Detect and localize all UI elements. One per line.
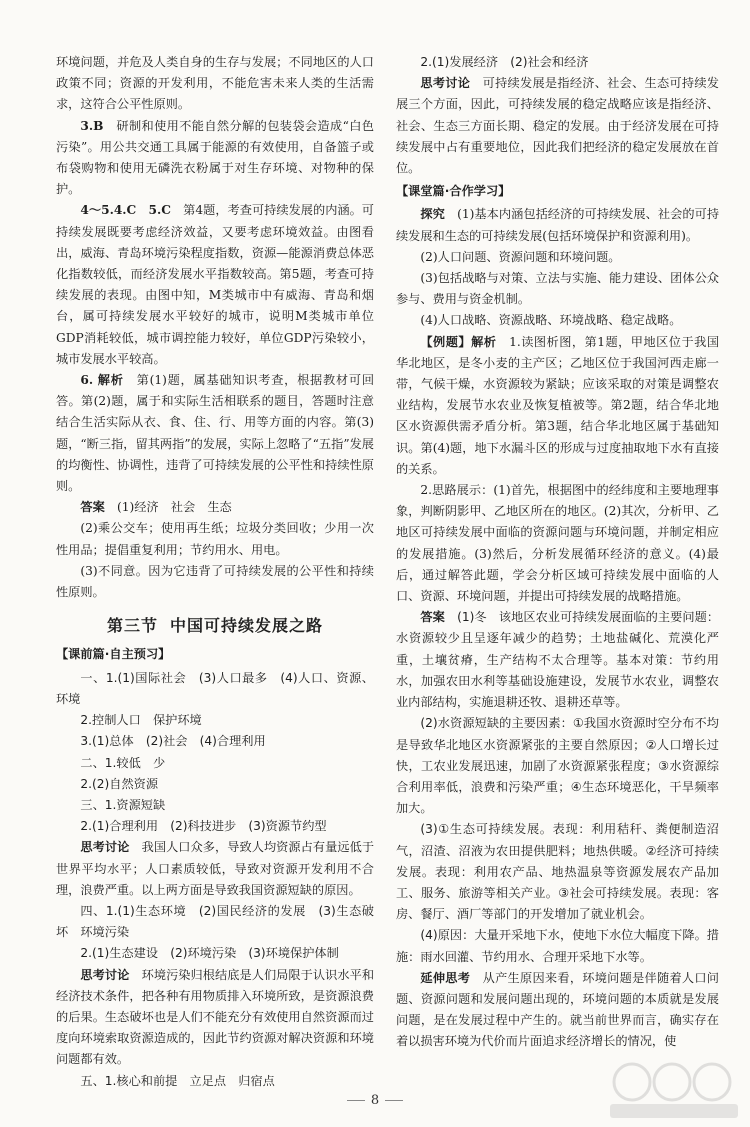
think-discuss: 思考讨论 可持续发展是指经济、社会、生态可持续发展三个方面，因此，可持续发展的稳定战略应该是指经济、社会、生态三方面长期、稳定的发展。由于经济发展在可持续发展中占有重要地位，因此我们把经济的稳定发展放在首位。 bbox=[396, 76, 719, 176]
watermark-logo-icon bbox=[604, 1060, 744, 1122]
answer-label: 答案 bbox=[80, 500, 105, 515]
item: 2.控制人口 保护环境 bbox=[80, 713, 202, 728]
example-label: 【例题】 bbox=[420, 334, 472, 349]
think-discuss: 思考讨论 环境污染归根结底是人们局限于认识水平和经济技术条件，把各种有用物质排入环境所致，是资源浪费的后果。生态破坏也是人们不能充分有效使用自然资源而过度向环境索取资源造成的，因此节约资源对解决资源和环境问题都有效。 bbox=[56, 967, 375, 1067]
item: 2.(1)发展经济 (2)社会和经济 bbox=[420, 55, 589, 69]
explore-item: (3)包括战略与对策、立法与实施、能力建设、团体公众参与、费用与资金机制。 bbox=[396, 271, 719, 307]
answer-line: (2)水资源短缺的主要因素：①我国水资源时空分布不均是导致华北地区水资源紧张的主要自然原因；②人口增长过快，工农业发展迅速，加剧了水资源紧张程度；③水资源综合利用率低，浪费和污染严重；④生态环境恶化，干旱频率加大。 bbox=[396, 716, 719, 816]
item: 五、1.核心和前提 立足点 归宿点 bbox=[80, 1073, 275, 1088]
pre-class-heading: 【课前篇·自主预习】 bbox=[56, 647, 171, 662]
extend-think: 延伸思考 从产生原因来看，环境问题是伴随着人口问题、资源问题和发展问题出现的，环境问题的本质就是发展问题，是在发展过程中产生的。就当前世界而言，确实存在着以损害环境为代价而片面追求经济增长的情况，使 bbox=[396, 970, 719, 1049]
explore-item: (2)人口问题、资源问题和环境问题。 bbox=[420, 249, 621, 264]
think-discuss: 思考讨论 我国人口众多，导致人均资源占有量远低于世界平均水平；人口素质较低，导致对资源开发利用不合理，浪费严重。以上两方面是导致我国资源短缺的原因。 bbox=[56, 840, 375, 897]
answer-line: (3)①生态可持续发展。表现：利用秸秆、粪便制造沼气，沼渣、沼液为农田提供肥料；地热供暖。②经济可持续发展。表现：利用农产品、地热温泉等资源发展农产品加工、服务、旅游等相关产业。③社会可持续发展。表现：客房、餐厅、酒厂等部门的开发增加了就业机会。 bbox=[396, 822, 719, 922]
answer-line: 答案 (1)冬 该地区农业可持续发展面临的主要问题：水资源较少且呈逐年减少的趋势；土地盐碱化、荒漠化严重，土壤贫瘠，生产结构不太合理等。基本对策：节约用水，加强农田水利等基础设施建设，发展节水农业，调整农业内部结构，实施退耕还牧、退耕还草等。 bbox=[396, 610, 720, 710]
answer-line: (4)原因：大量开采地下水，使地下水位大幅度下降。措施：雨水回灌、节约用水、合理开采地下水等。 bbox=[396, 928, 719, 964]
answer-line: (3)不同意。因为它违背了可持续发展的公平性和持续性原则。 bbox=[56, 563, 374, 600]
explore-label: 探究 bbox=[420, 207, 445, 222]
answer-line: 答案 (1)经济 社会 生态 bbox=[80, 500, 232, 515]
example: 【例题】解析 1.读图析图，第1题，甲地区位于我国华北地区，是冬小麦的主产区；乙地区位于我国河西走廊一带，气候干燥，水资源较为紧缺；应该采取的对策是调整农业结构，发展节水农业及恢复植被等。第2题，结合华北地区水资源供需矛盾分析。第3题，结合华北地区属于基础知识。第(4)题，地下水漏斗区的形成与过度抽取地下水有直接的关系。 bbox=[396, 334, 720, 476]
extend-label: 延伸思考 bbox=[420, 970, 471, 985]
item: 3.(1)总体 (2)社会 (4)合理利用 bbox=[80, 734, 266, 749]
question-6 bbox=[56, 370, 374, 497]
in-class-heading: 【课堂篇·合作学习】 bbox=[396, 184, 511, 199]
question-number: 4～5.4.C 5.C bbox=[80, 203, 171, 218]
paragraph: 环境问题，并危及人类自身的生存与发展；不同地区的人口政策不同；资源的开发利用，不能危害未来人类的生活需求，这符合公平性原则。 bbox=[56, 55, 374, 112]
left-column bbox=[56, 52, 374, 1092]
question-4-5 bbox=[56, 200, 374, 370]
question-3 bbox=[56, 116, 374, 201]
question-number: 6. bbox=[80, 373, 94, 388]
question-number: 3.B bbox=[80, 118, 104, 133]
question-text: 研制和使用不能自然分解的包装袋会造成“白色污染”。用公共交通工具属于能源的有效使用，自备篮子或布袋购物和使用无磷洗衣粉属于对生存环境、对物种的保护。 bbox=[56, 118, 374, 197]
page-number: 8 bbox=[0, 1090, 750, 1111]
answer-line: (2)乘公交车；使用再生纸；垃圾分类回收；少用一次性用品；提倡重复利用；节约用水、用电。 bbox=[56, 521, 374, 557]
section-title: 第三节 中国可持续发展之路 bbox=[106, 616, 324, 636]
item: 二、1.较低 少 bbox=[80, 755, 166, 770]
analysis-label: 解析 bbox=[471, 334, 497, 349]
item: 一、1.(1)国际社会 (3)人口最多 (4)人口、资源、环境 bbox=[56, 670, 374, 706]
answer-label: 答案 bbox=[420, 610, 445, 625]
explore: 探究 (1)基本内涵包括经济的可持续发展、社会的可持续发展和生态的可持续发展(包括环境保护和资源利用)。 bbox=[396, 207, 720, 243]
item: 三、1.资源短缺 bbox=[80, 797, 166, 812]
question-text: 第(1)题，属基础知识考查，根据教材可回答。第(2)题，属于和实际生活相联系的题目，答题时注意结合生活实际从衣、食、住、行、用等方面的内容。第(3)题，“断三指，留其两指”的发展，实际上忽略了“五指”发展的均衡性、协调性，违背了可持续发展的公平性和持续性原则。 bbox=[56, 373, 375, 494]
analysis-label: 解析 bbox=[97, 373, 124, 388]
think-label: 思考讨论 bbox=[420, 76, 471, 91]
think-label: 思考讨论 bbox=[80, 840, 130, 855]
right-column bbox=[396, 52, 719, 1053]
item: 2.(1)合理利用 (2)科技进步 (3)资源节约型 bbox=[80, 819, 327, 834]
example-item: 2.思路展示：(1)首先，根据图中的经纬度和主要地理事象，判断阴影甲、乙地区所在的地区。(2)其次，分析甲、乙地区可持续发展中面临的资源问题与环境问题，并制定相应的发展措施。(3)然后，分析发展循环经济的意义。(4)最后，通过解答此题，学会分析区域可持续发展中面临的人口、资源、环境问题，并提出可持续发展的战略措施。 bbox=[396, 483, 719, 604]
think-label: 思考讨论 bbox=[80, 967, 130, 982]
item: 四、1.(1)生态环境 (2)国民经济的发展 (3)生态破坏 环境污染 bbox=[56, 903, 374, 940]
item: 2.(1)生态建设 (2)环境污染 (3)环境保护体制 bbox=[80, 946, 339, 961]
explore-item: (4)人口战略、资源战略、环境战略、稳定战略。 bbox=[420, 313, 682, 328]
question-text: 第4题，考查可持续发展的内涵。可持续发展既要考虑经济效益，又要考虑环境效益。由图看出，威海、青岛环境污染程度指数，资源—能源消费总体恶化指数较低，而经济发展水平指数较高。第5题，考查可持续发展的表现。由图中知，M类城市中有威海、青岛和烟台，属可持续发展水平较好的城市，说明M类城市单位GDP消耗较低，城市调控能力较好，单位GDP污染较小，城市发展水平较高。 bbox=[56, 203, 374, 366]
item: 2.(2)自然资源 bbox=[80, 776, 159, 791]
